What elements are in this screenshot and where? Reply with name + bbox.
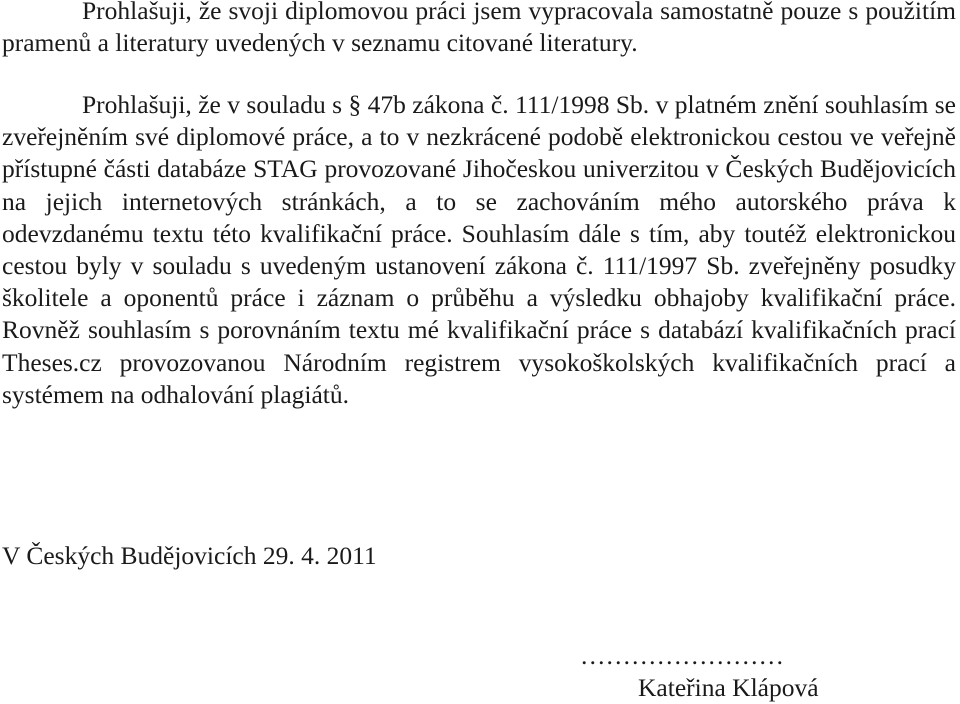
declaration-paragraph-1: Prohlašuji, že svoji diplomovou práci jsem vypracovala samostatně pouze s použitím pramenů a literatury uvedených v seznamu citované literatury.: [2, 0, 956, 58]
place-and-date: V Českých Budějovicích 29. 4. 2011: [2, 541, 377, 570]
signature-name: Kateřina Klápová: [638, 673, 819, 702]
signature-line: ……………………: [580, 641, 784, 670]
declaration-paragraph-2: Prohlašuji, že v souladu s § 47b zákona č. 111/1998 Sb. v platném znění souhlasím se zveřejněním své diplomové práce, a to v nezkrácené podobě elektronickou cestou ve veřejně přístupné části databáze STAG provozované Jihočeskou univerzitou v Českých Budějovicích na jejich internetových stránkách, a to se zachováním mého autorského práva k odevzdanému textu této kvalifikační práce. Souhlasím dále s tím, aby toutéž elektronickou cestou byly v souladu s uvedeným ustanovení zákona č. 111/1997 Sb. zveřejněny posudky školitele a oponentů práce i záznam o průběhu a výsledku obhajoby kvalifikační práce. Rovněž souhlasím s porovnáním textu mé kvalifikační práce s databází kvalifikačních prací Theses.cz provozovanou Národním registrem vysokoškolských kvalifikačních prací a systémem na odhalování plagiátů.: [2, 90, 956, 409]
